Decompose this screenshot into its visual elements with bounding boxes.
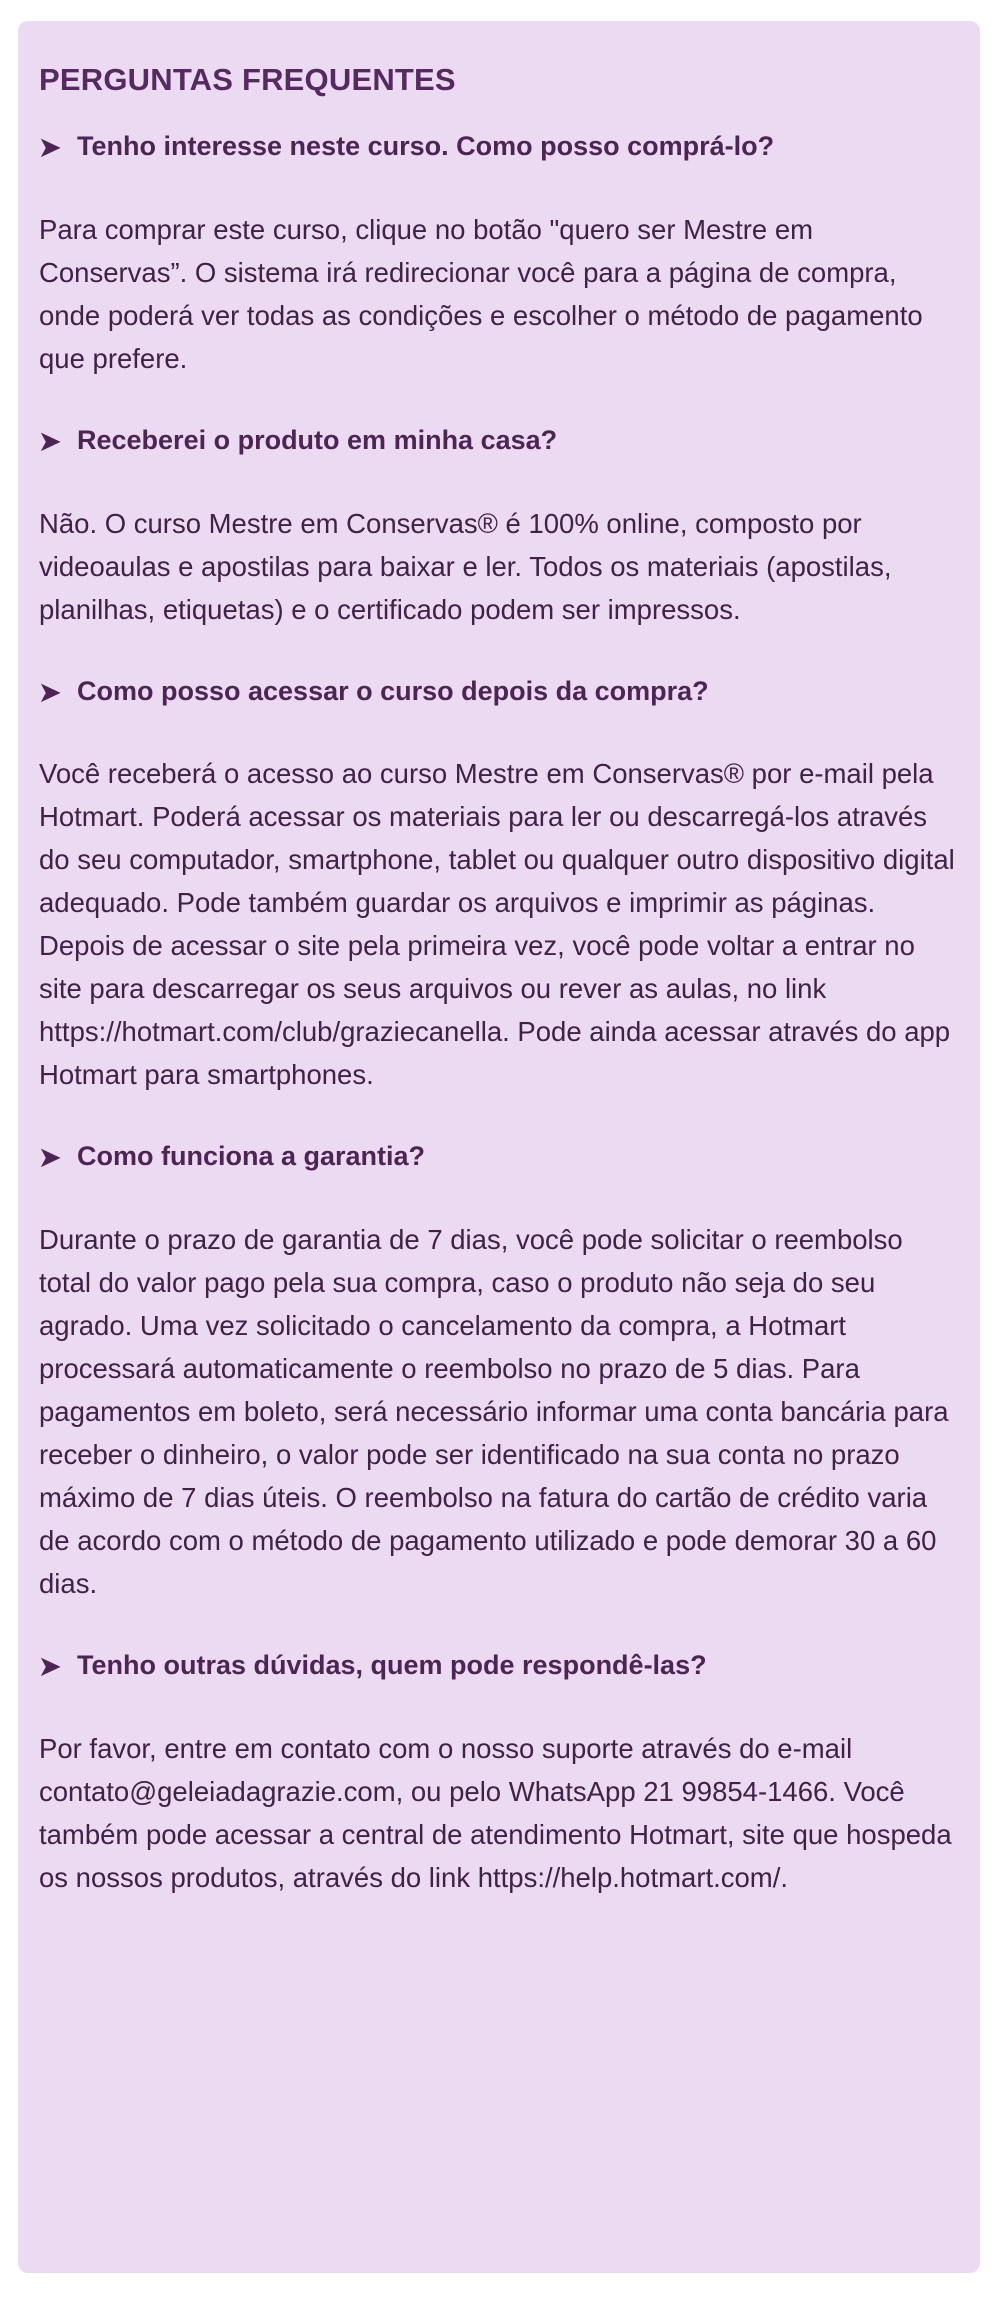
faq-item bbox=[39, 130, 959, 380]
faq-answer: Para comprar este curso, clique no botão "quero ser Mestre em Conservas”. O sistema irá redirecionar você para a página de compra, onde poderá ver todas as condições e escolher o método de pagamento que prefere. bbox=[39, 213, 923, 374]
arrow-icon: ➤ bbox=[39, 132, 61, 163]
faq-question-text: Tenho outras dúvidas, quem pode respondê-las? bbox=[77, 1650, 707, 1681]
arrow-icon: ➤ bbox=[39, 425, 61, 456]
faq-question bbox=[39, 424, 959, 458]
faq-question bbox=[39, 1649, 959, 1683]
faq-answer: Não. O curso Mestre em Conservas® é 100% online, composto por videoaulas e apostilas para baixar e ler. Todos os materiais (apostilas, planilhas, etiquetas) e o certificado podem ser impressos. bbox=[39, 507, 892, 625]
faq-item bbox=[39, 1140, 959, 1605]
faq-title: PERGUNTAS FREQUENTES bbox=[39, 62, 456, 97]
arrow-icon: ➤ bbox=[39, 676, 61, 707]
faq-answer: Durante o prazo de garantia de 7 dias, você pode solicitar o reembolso total do valor pago pela sua compra, caso o produto não seja do seu agrado. Uma vez solicitado o cancelamento da compra, a Hotmart processará automaticamente o reembolso no prazo de 5 dias. Para pagamentos em boleto, será necessário informar uma conta bancária para receber o dinheiro, o valor pode ser identificado na sua conta no prazo máximo de 7 dias úteis. O reembolso na fatura do cartão de crédito varia de acordo com o método de pagamento utilizado e pode demorar 30 a 60 dias. bbox=[39, 1224, 949, 1600]
faq-question-text: Receberei o produto em minha casa? bbox=[77, 424, 558, 455]
faq-card bbox=[18, 21, 980, 2273]
faq-item bbox=[39, 424, 959, 631]
faq-question-text: Como funciona a garantia? bbox=[77, 1141, 426, 1172]
faq-answer: Por favor, entre em contato com o nosso suporte através do e-mail contato@geleiadagrazie.com, ou pelo WhatsApp 21 99854-1466. Você também pode acessar a central de atendimento Hotmart, site que hospeda os nossos produtos, através do link https://help.hotmart.com/. bbox=[39, 1732, 952, 1893]
faq-question-text: Tenho interesse neste curso. Como posso comprá-lo? bbox=[77, 131, 775, 162]
faq-item bbox=[39, 1649, 959, 1899]
faq-question bbox=[39, 1140, 959, 1174]
faq-answer: Você receberá o acesso ao curso Mestre em Conservas® por e-mail pela Hotmart. Poderá acessar os materiais para ler ou descarregá-los através do seu computador, smartphone, tablet ou qualquer outro dispositivo digital adequado. Pode também guardar os arquivos e imprimir as páginas. Depois de acessar o site pela primeira vez, você pode voltar a entrar no site para descarregar os seus arquivos ou rever as aulas, no link https://hotmart.com/club/graziecanella. Pode ainda acessar através do app Hotmart para smartphones. bbox=[39, 758, 955, 1091]
faq-question bbox=[39, 675, 959, 709]
faq-question bbox=[39, 130, 959, 164]
faq-question-text: Como posso acessar o curso depois da compra? bbox=[77, 675, 709, 706]
faq-item bbox=[39, 675, 959, 1097]
arrow-icon: ➤ bbox=[39, 1142, 61, 1173]
arrow-icon: ➤ bbox=[39, 1651, 61, 1682]
